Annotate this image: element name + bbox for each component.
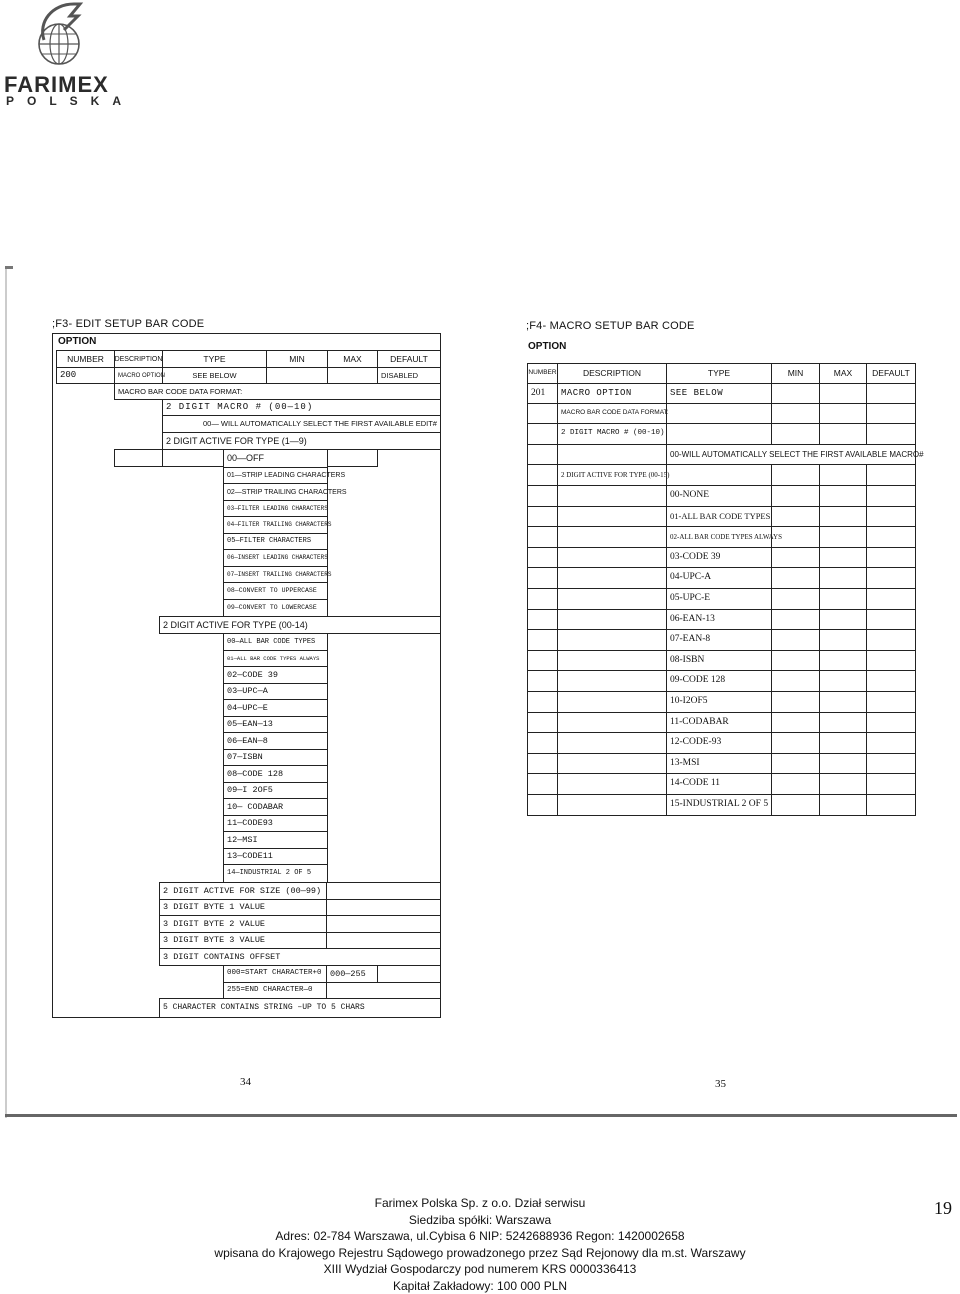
f3-type-option: 04—UPC—E xyxy=(223,699,328,717)
f4-spacer-cell xyxy=(771,773,820,795)
f4-header-type: TYPE xyxy=(666,363,772,384)
f4-type-option: 03-CODE 39 xyxy=(666,547,772,568)
footer-line: XIII Wydział Gospodarczy pod numerem KRS 0000336413 xyxy=(323,1262,637,1276)
f4-spacer-cell xyxy=(557,567,667,589)
f3-edit-option: 07—INSERT TRAILING CHARACTERS xyxy=(223,566,328,583)
f3-type-option: 02—CODE 39 xyxy=(223,666,328,684)
f4-spacer-cell xyxy=(819,794,867,816)
right-page-number: 35 xyxy=(715,1078,726,1090)
f4-macro-digit: 2 DIGIT MACRO # (00-10) xyxy=(557,423,667,445)
f3-type-option: 12—MSI xyxy=(223,831,328,849)
f3-type-option: 10— CODABAR xyxy=(223,798,328,816)
f3-end-char: 255=END CHARACTER—0 xyxy=(223,982,327,999)
document-page-number: 19 xyxy=(934,1198,952,1218)
f3-edit-option: 06—INSERT LEADING CHARACTERS xyxy=(223,549,328,567)
f4-type-option: 13-MSI xyxy=(666,753,772,774)
f4-spacer-cell xyxy=(819,773,867,795)
company-footer xyxy=(200,1195,760,1294)
f4-format-label: MACRO BAR CODE DATA FORMAT: xyxy=(557,403,667,424)
f4-type-see-below: SEE BELOW xyxy=(666,383,772,404)
f4-spacer-cell xyxy=(819,712,867,733)
globe-logo-icon xyxy=(4,0,110,72)
f3-option-label: OPTION xyxy=(58,336,97,347)
f4-spacer-cell xyxy=(866,712,916,733)
f4-spacer-cell xyxy=(866,403,916,424)
logo-subword: POLSKA xyxy=(6,94,135,108)
f4-spacer-cell xyxy=(557,650,667,671)
f3-type-option: 09—I 2OF5 xyxy=(223,782,328,799)
f4-spacer-cell xyxy=(866,423,916,445)
f3-desc-macro-option: MACRO OPTION xyxy=(114,367,163,384)
f4-spacer-cell xyxy=(557,773,667,795)
f3-spacer-cell xyxy=(326,899,441,916)
f3-type-option: 11—CODE93 xyxy=(223,815,328,832)
logo-word: FARIMEX xyxy=(4,72,109,97)
f3-offset: 3 DIGIT CONTAINS OFFSET xyxy=(159,948,441,966)
f3-type-see-below: SEE BELOW xyxy=(162,367,267,384)
f4-type-option: 09-CODE 128 xyxy=(666,670,772,692)
f4-spacer-cell xyxy=(771,485,820,507)
f3-type-option: 00—ALL BAR CODE TYPES xyxy=(223,633,328,651)
f4-spacer-cell xyxy=(557,609,667,630)
f4-spacer-cell xyxy=(527,712,558,733)
f4-spacer-cell xyxy=(527,444,558,465)
f4-spacer-cell xyxy=(557,444,667,465)
f3-max-cell xyxy=(327,367,378,384)
f4-spacer-cell xyxy=(866,794,916,816)
f4-spacer-cell xyxy=(557,691,667,713)
f4-spacer-cell xyxy=(557,588,667,610)
f3-byte1: 3 DIGIT BYTE 1 VALUE xyxy=(159,899,327,916)
f3-spacer-cell xyxy=(327,449,378,467)
f3-range: 000—255 xyxy=(326,965,378,983)
f4-spacer-cell xyxy=(666,423,772,445)
f3-header-type: TYPE xyxy=(162,350,267,368)
f3-type-option: 03—UPC—A xyxy=(223,683,328,700)
f4-spacer-cell xyxy=(527,423,558,445)
f4-type-option: 06-EAN-13 xyxy=(666,609,772,630)
f3-spacer-cell xyxy=(114,449,163,467)
f4-spacer-cell xyxy=(527,485,558,507)
f4-spacer-cell xyxy=(771,547,820,568)
f4-spacer-cell xyxy=(866,753,916,774)
f4-spacer-cell xyxy=(557,629,667,651)
f3-active-type: 2 DIGIT ACTIVE FOR TYPE (1—9) xyxy=(162,432,441,450)
f3-min-cell xyxy=(266,367,328,384)
f4-header-default: DEFAULT xyxy=(866,363,916,384)
f3-start-char: 000=START CHARACTER+0 xyxy=(223,965,327,983)
f3-type-option: 14—INDUSTRIAL 2 OF 5 xyxy=(223,864,328,883)
f4-spacer-cell xyxy=(527,588,558,610)
f4-spacer-cell xyxy=(527,464,558,486)
f4-spacer-cell xyxy=(866,650,916,671)
f3-auto-select: 00— WILL AUTOMATICALLY SELECT THE FIRST AVAILABLE EDIT# xyxy=(162,415,441,433)
f4-spacer-cell xyxy=(527,794,558,816)
f3-macro-digit: 2 DIGIT MACRO # (00—10) xyxy=(162,399,441,416)
f3-format-label: MACRO BAR CODE DATA FORMAT: xyxy=(114,383,441,400)
scan-left-edge xyxy=(5,268,7,1118)
f3-header-max: MAX xyxy=(327,350,378,368)
f4-spacer-cell xyxy=(819,567,867,589)
f4-spacer-cell xyxy=(771,650,820,671)
f4-type-option: 10-I2OF5 xyxy=(666,691,772,713)
f4-spacer-cell xyxy=(866,588,916,610)
f3-active-type-2: 2 DIGIT ACTIVE FOR TYPE (00-14) xyxy=(159,616,441,634)
f3-header-number: NUMBER xyxy=(56,350,115,368)
f4-active-type: 2 DIGIT ACTIVE FOR TYPE (00-15) xyxy=(557,464,667,486)
f4-spacer-cell xyxy=(771,403,820,424)
f4-spacer-cell xyxy=(819,423,867,445)
f4-spacer-cell xyxy=(771,753,820,774)
f4-type-option: 14-CODE 11 xyxy=(666,773,772,795)
f4-spacer-cell xyxy=(819,753,867,774)
f3-byte3: 3 DIGIT BYTE 3 VALUE xyxy=(159,932,327,949)
f4-spacer-cell xyxy=(819,732,867,754)
f4-spacer-cell xyxy=(771,464,820,486)
f4-default-cell xyxy=(866,383,916,404)
f4-spacer-cell xyxy=(527,773,558,795)
f4-spacer-cell xyxy=(771,423,820,445)
f3-spacer-cell xyxy=(326,882,441,900)
f4-spacer-cell xyxy=(527,629,558,651)
f4-spacer-cell xyxy=(557,712,667,733)
f4-spacer-cell xyxy=(771,526,820,548)
f4-spacer-cell xyxy=(771,506,820,527)
f4-spacer-cell xyxy=(866,485,916,507)
f4-spacer-cell xyxy=(557,732,667,754)
f4-spacer-cell xyxy=(557,485,667,507)
f4-max-cell xyxy=(819,383,867,404)
f3-edit-option: 09—CONVERT TO LOWERCASE xyxy=(223,599,328,617)
f3-type-option: 05—EAN—13 xyxy=(223,716,328,733)
f4-spacer-cell xyxy=(771,609,820,630)
f3-spacer-cell xyxy=(162,449,224,467)
f4-spacer-cell xyxy=(866,526,916,548)
f3-default-disabled: DISABLED xyxy=(377,367,441,384)
f3-header-description: DESCRIPTION xyxy=(114,350,163,368)
f4-spacer-cell xyxy=(819,670,867,692)
f4-spacer-cell xyxy=(527,650,558,671)
f3-title: ;F3- EDIT SETUP BAR CODE xyxy=(52,318,205,330)
f3-type-option: 01—ALL BAR CODE TYPES ALWAYS xyxy=(223,650,328,667)
f3-header-min: MIN xyxy=(266,350,328,368)
f3-edit-option: 04—FILTER TRAILING CHARACTERS xyxy=(223,516,328,534)
f4-type-option: 07-EAN-8 xyxy=(666,629,772,651)
f4-spacer-cell xyxy=(771,567,820,589)
f4-spacer-cell xyxy=(866,547,916,568)
f4-spacer-cell xyxy=(527,403,558,424)
f4-spacer-cell xyxy=(866,506,916,527)
f4-spacer-cell xyxy=(819,588,867,610)
f4-spacer-cell xyxy=(771,588,820,610)
f4-spacer-cell xyxy=(557,506,667,527)
f3-edit-option: 08—CONVERT TO UPPERCASE xyxy=(223,582,328,600)
f4-number-201: 201 xyxy=(527,383,558,404)
f4-spacer-cell xyxy=(866,691,916,713)
f4-spacer-cell xyxy=(527,526,558,548)
f4-spacer-cell xyxy=(771,691,820,713)
f3-edit-option: 05—FILTER CHARACTERS xyxy=(223,533,328,550)
f4-type-option: 04-UPC-A xyxy=(666,567,772,589)
f4-spacer-cell xyxy=(527,753,558,774)
footer-line: Adres: 02-784 Warszawa, ul.Cybisa 6 NIP: 5242688936 Regon: 1420002658 xyxy=(275,1229,685,1243)
footer-line: Farimex Polska Sp. z o.o. Dział serwisu xyxy=(374,1196,586,1210)
f4-desc-macro-option: MACRO OPTION xyxy=(557,383,667,404)
f4-spacer-cell xyxy=(819,547,867,568)
f4-type-option: 11-CODABAR xyxy=(666,712,772,733)
f3-edit-option: 02—STRIP TRAILING CHARACTERS xyxy=(223,483,328,501)
f3-type-option: 07—ISBN xyxy=(223,749,328,766)
f4-spacer-cell xyxy=(557,547,667,568)
f4-spacer-cell xyxy=(557,753,667,774)
left-page-number: 34 xyxy=(240,1076,251,1088)
f4-spacer-cell xyxy=(819,526,867,548)
f4-spacer-cell xyxy=(819,691,867,713)
f4-spacer-cell xyxy=(771,712,820,733)
f4-spacer-cell xyxy=(666,403,772,424)
f4-type-option: 12-CODE-93 xyxy=(666,732,772,754)
f4-spacer-cell xyxy=(819,464,867,486)
f4-spacer-cell xyxy=(557,526,667,548)
f3-spacer-cell xyxy=(377,965,441,983)
f4-type-option: 08-ISBN xyxy=(666,650,772,671)
f4-spacer-cell xyxy=(557,794,667,816)
f4-spacer-cell xyxy=(666,464,772,486)
f4-spacer-cell xyxy=(866,464,916,486)
f4-spacer-cell xyxy=(866,732,916,754)
f4-auto-select: 00-WILL AUTOMATICALLY SELECT THE FIRST AVAILABLE MACRO# xyxy=(666,444,916,465)
f4-spacer-cell xyxy=(866,670,916,692)
f4-spacer-cell xyxy=(527,609,558,630)
f4-header-min: MIN xyxy=(771,363,820,384)
f4-spacer-cell xyxy=(819,506,867,527)
footer-line: Siedziba spółki: Warszawa xyxy=(408,1212,552,1227)
f4-type-option: 05-UPC-E xyxy=(666,588,772,610)
f4-min-cell xyxy=(771,383,820,404)
f4-spacer-cell xyxy=(866,629,916,651)
f4-spacer-cell xyxy=(771,670,820,692)
f4-spacer-cell xyxy=(819,485,867,507)
f3-spacer-cell xyxy=(326,932,441,949)
f4-title: ;F4- MACRO SETUP BAR CODE xyxy=(526,320,695,332)
f3-number-200: 200 xyxy=(56,367,115,384)
f4-header-number: NUMBER xyxy=(527,363,558,384)
f4-spacer-cell xyxy=(527,547,558,568)
f4-spacer-cell xyxy=(527,691,558,713)
f3-string: 5 CHARACTER CONTAINS STRING –UP TO 5 CHARS xyxy=(159,998,441,1018)
f4-spacer-cell xyxy=(527,506,558,527)
f4-spacer-cell xyxy=(527,732,558,754)
f4-type-option: 15-INDUSTRIAL 2 OF 5 xyxy=(666,794,772,816)
scan-corner-mark xyxy=(5,266,13,269)
f3-byte2: 3 DIGIT BYTE 2 VALUE xyxy=(159,915,327,933)
scan-bottom-edge xyxy=(5,1114,957,1117)
f3-active-size: 2 DIGIT ACTIVE FOR SIZE (00—99) xyxy=(159,882,327,900)
f4-option-label: OPTION xyxy=(528,341,567,352)
f4-spacer-cell xyxy=(527,670,558,692)
f4-type-option: 01-ALL BAR CODE TYPES xyxy=(666,506,772,527)
f4-spacer-cell xyxy=(866,609,916,630)
f4-spacer-cell xyxy=(557,670,667,692)
f4-spacer-cell xyxy=(771,629,820,651)
f4-spacer-cell xyxy=(527,567,558,589)
f4-spacer-cell xyxy=(866,773,916,795)
f4-spacer-cell xyxy=(819,650,867,671)
f4-header-max: MAX xyxy=(819,363,867,384)
f4-spacer-cell xyxy=(866,567,916,589)
f4-spacer-cell xyxy=(819,403,867,424)
f3-spacer-cell xyxy=(326,915,441,933)
f4-spacer-cell xyxy=(819,629,867,651)
f4-type-option: 00-NONE xyxy=(666,485,772,507)
f3-header-default: DEFAULT xyxy=(377,350,441,368)
f4-spacer-cell xyxy=(771,794,820,816)
f4-spacer-cell xyxy=(819,609,867,630)
footer-line: wpisana do Krajowego Rejestru Sądowego prowadzonego przez Sąd Rejonowy dla m.st. Warszawy xyxy=(214,1245,746,1260)
f3-type-option: 08—CODE 128 xyxy=(223,765,328,783)
f4-spacer-cell xyxy=(771,732,820,754)
f3-edit-option: 03—FILTER LEADING CHARACTERS xyxy=(223,500,328,517)
f3-edit-option: 00—OFF xyxy=(223,449,328,468)
f3-edit-option: 01—STRIP LEADING CHARACTERS xyxy=(223,467,328,484)
f3-type-option: 13—CODE11 xyxy=(223,848,328,865)
f4-header-description: DESCRIPTION xyxy=(557,363,667,384)
f4-type-option: 02-ALL BAR CODE TYPES ALWAYS xyxy=(666,526,772,548)
f3-type-option: 06—EAN—8 xyxy=(223,732,328,750)
footer-line: Kapitał Zakładowy: 100 000 PLN xyxy=(392,1278,568,1293)
